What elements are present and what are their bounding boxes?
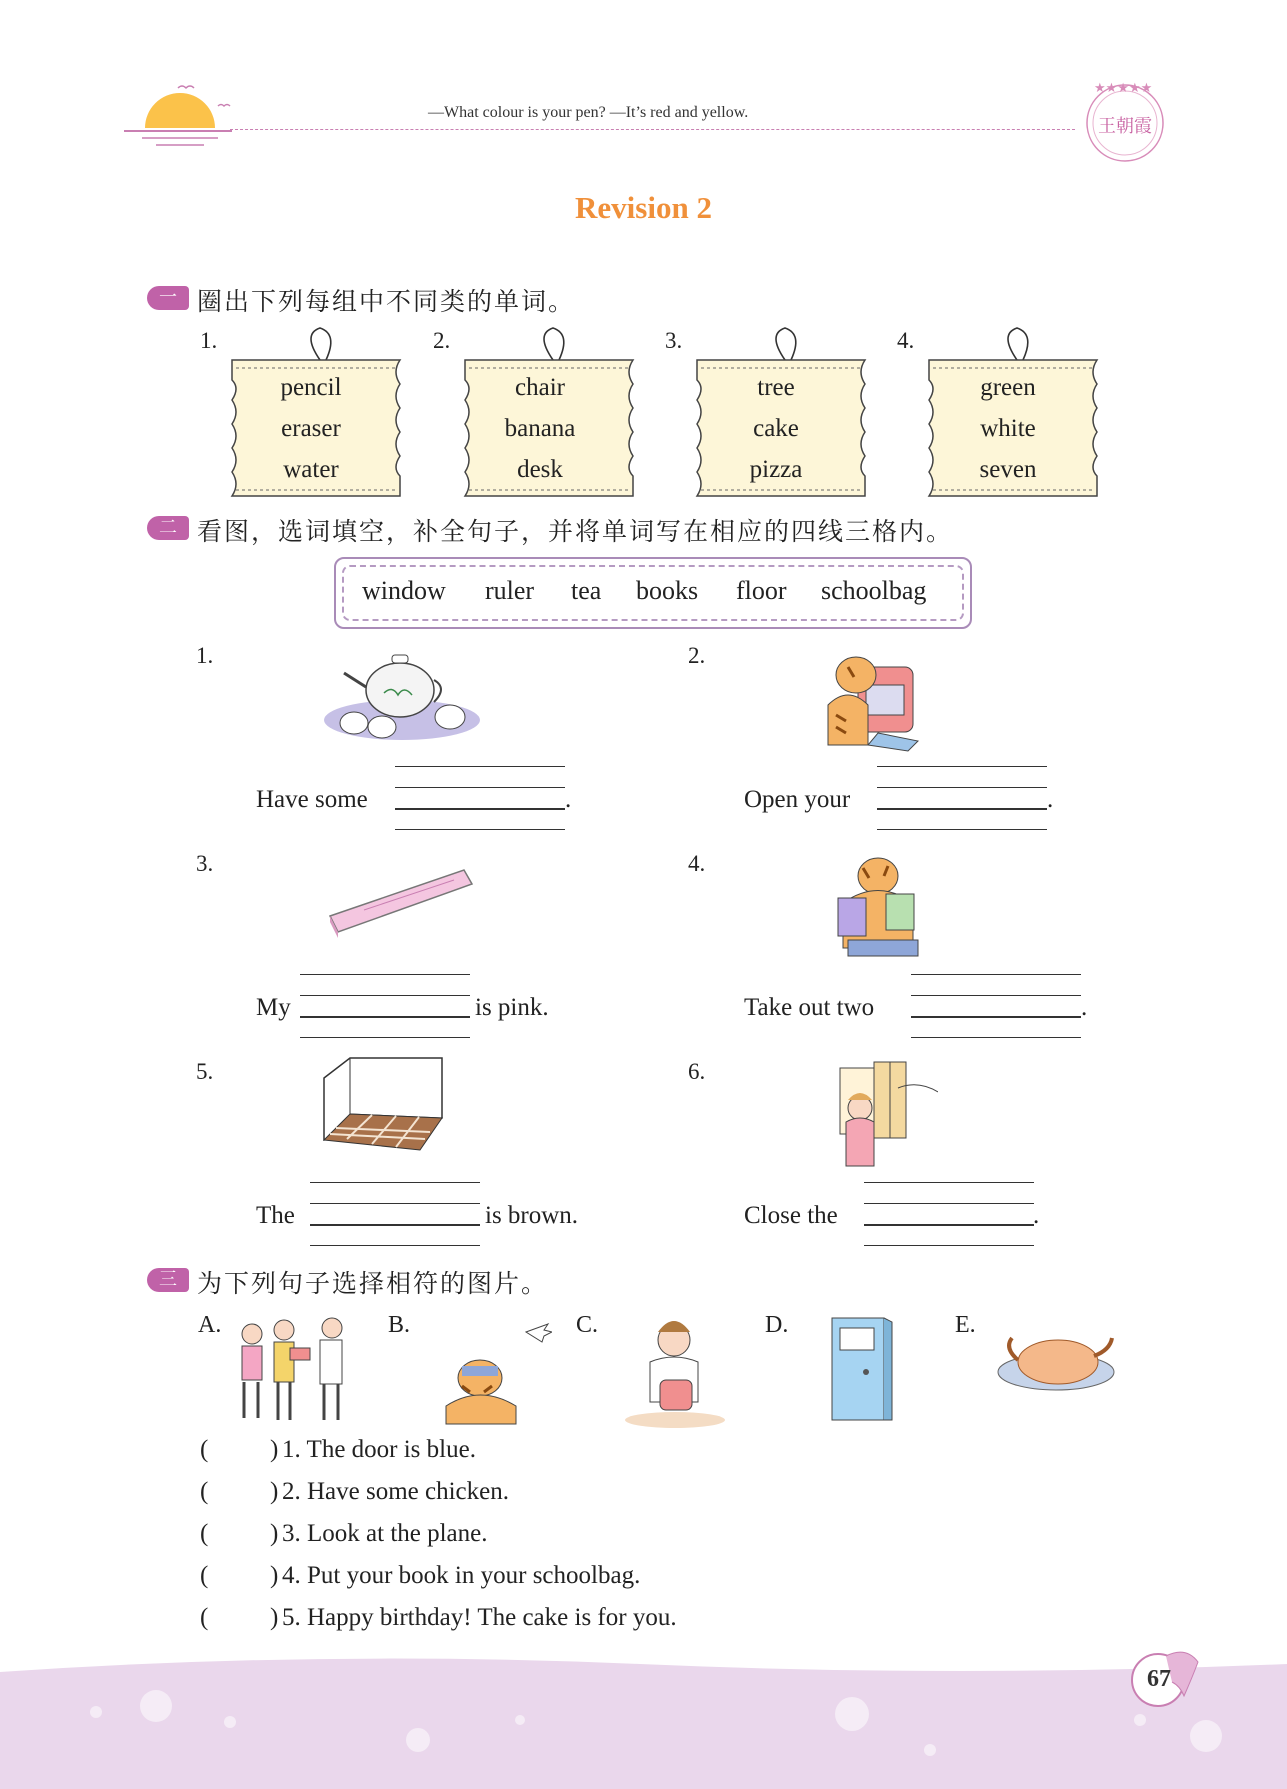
group-number: 4.: [897, 328, 915, 353]
word-bank-item: window: [362, 576, 446, 605]
writing-lines[interactable]: [395, 766, 565, 830]
answer-paren-open: (: [200, 1604, 209, 1631]
group-number: 1.: [200, 328, 218, 353]
sentence-end: .: [1047, 786, 1054, 813]
card-word: chair: [515, 374, 565, 401]
sentence-end: is pink.: [475, 994, 549, 1021]
boy-schoolbag-icon: [620, 1312, 730, 1432]
sentence-start: Have some: [256, 786, 368, 813]
page-number: 67: [1147, 1666, 1171, 1692]
card-word: banana: [504, 415, 576, 442]
answer-paren-close: ): [270, 1478, 279, 1505]
section-badge: 一: [147, 286, 189, 310]
choice-label: B.: [388, 1312, 411, 1338]
writing-lines[interactable]: [300, 974, 470, 1038]
answer-paren-open: (: [200, 1520, 209, 1547]
question-text: 5. Happy birthday! The cake is for you.: [282, 1604, 677, 1631]
section-instruction: 看图，选词填空，补全句子，并将单词写在相应的四线三格内。: [197, 517, 954, 546]
question-text: 4. Put your book in your schoolbag.: [282, 1562, 641, 1589]
teapot-icon: [322, 645, 482, 745]
answer-paren-open: (: [200, 1478, 209, 1505]
ruler-icon: [324, 866, 474, 941]
header-dialog: —What colour is your pen? —It’s red and yellow.: [428, 104, 749, 121]
tiger-books-icon: [818, 848, 938, 963]
sentence-start: The: [256, 1202, 295, 1229]
card-word: cake: [753, 415, 799, 442]
card-word: desk: [517, 456, 563, 483]
word-bank-item: books: [636, 576, 699, 605]
logo-text: 王朝霞: [1098, 116, 1152, 137]
card-word: tree: [757, 374, 795, 401]
card-word: pizza: [749, 456, 803, 483]
sentence-end: .: [1081, 994, 1088, 1021]
sentence-start: Open your: [744, 786, 851, 813]
header-rule: [230, 129, 1075, 130]
item-number: 1.: [196, 643, 214, 668]
group-number: 2.: [433, 328, 451, 353]
sentence-start: My: [256, 994, 291, 1021]
group-number: 3.: [665, 328, 683, 353]
word-bank-item: schoolbag: [821, 576, 927, 605]
item-number: 6.: [688, 1059, 706, 1084]
item-number: 5.: [196, 1059, 214, 1084]
answer-blank[interactable]: [212, 1606, 268, 1634]
sentence-end: is brown.: [485, 1202, 579, 1229]
answer-blank[interactable]: [212, 1522, 268, 1550]
writing-lines[interactable]: [877, 766, 1047, 830]
answer-paren-close: ): [270, 1436, 279, 1463]
floor-icon: [320, 1056, 445, 1156]
sun-icon: [120, 78, 240, 153]
writing-lines[interactable]: [864, 1182, 1034, 1246]
page-title: Revision 2: [575, 190, 712, 225]
section-badge: 二: [147, 516, 189, 540]
section-instruction: 圈出下列每组中不同类的单词。: [197, 287, 576, 316]
item-number: 2.: [688, 643, 706, 668]
choice-label: D.: [765, 1312, 789, 1338]
answer-paren-close: ): [270, 1562, 279, 1589]
tiger-schoolbag-icon: [818, 645, 938, 755]
card-word: seven: [979, 456, 1037, 483]
sentence-start: Take out two: [744, 994, 875, 1021]
girl-window-icon: [828, 1058, 938, 1173]
word-bank-item: tea: [571, 576, 602, 605]
sentence-start: Close the: [744, 1202, 838, 1229]
card-word: pencil: [280, 374, 342, 401]
sentence-end: .: [565, 786, 572, 813]
section-badge: 三: [147, 1268, 189, 1292]
answer-blank[interactable]: [212, 1438, 268, 1466]
choice-label: A.: [198, 1312, 222, 1338]
sentence-end: .: [1033, 1202, 1040, 1229]
answer-paren-open: (: [200, 1436, 209, 1463]
section-instruction: 为下列句子选择相符的图片。: [197, 1269, 549, 1298]
answer-blank[interactable]: [212, 1564, 268, 1592]
answer-paren-close: ): [270, 1604, 279, 1631]
item-number: 4.: [688, 851, 706, 876]
answer-blank[interactable]: [212, 1480, 268, 1508]
card-word: white: [980, 415, 1036, 442]
card-word: water: [283, 456, 339, 483]
answer-paren-close: ): [270, 1520, 279, 1547]
card-word: green: [980, 374, 1036, 401]
blue-door-icon: [826, 1312, 896, 1424]
word-bank-item: floor: [736, 576, 787, 605]
item-number: 3.: [196, 851, 214, 876]
answer-paren-open: (: [200, 1562, 209, 1589]
question-text: 3. Look at the plane.: [282, 1520, 488, 1547]
svg-text:★★★★★: ★★★★★: [1094, 80, 1153, 95]
children-cake-icon: [232, 1312, 352, 1427]
question-text: 1. The door is blue.: [282, 1436, 476, 1463]
footer-wave: [0, 1650, 1287, 1789]
tiger-plane-icon: [432, 1316, 552, 1428]
question-text: 2. Have some chicken.: [282, 1478, 510, 1505]
writing-lines[interactable]: [911, 974, 1081, 1038]
card-word: eraser: [281, 415, 341, 442]
word-bank-item: ruler: [485, 576, 535, 605]
writing-lines[interactable]: [310, 1182, 480, 1246]
choice-label: C.: [576, 1312, 599, 1338]
choice-label: E.: [955, 1312, 976, 1338]
chicken-icon: [996, 1326, 1116, 1396]
